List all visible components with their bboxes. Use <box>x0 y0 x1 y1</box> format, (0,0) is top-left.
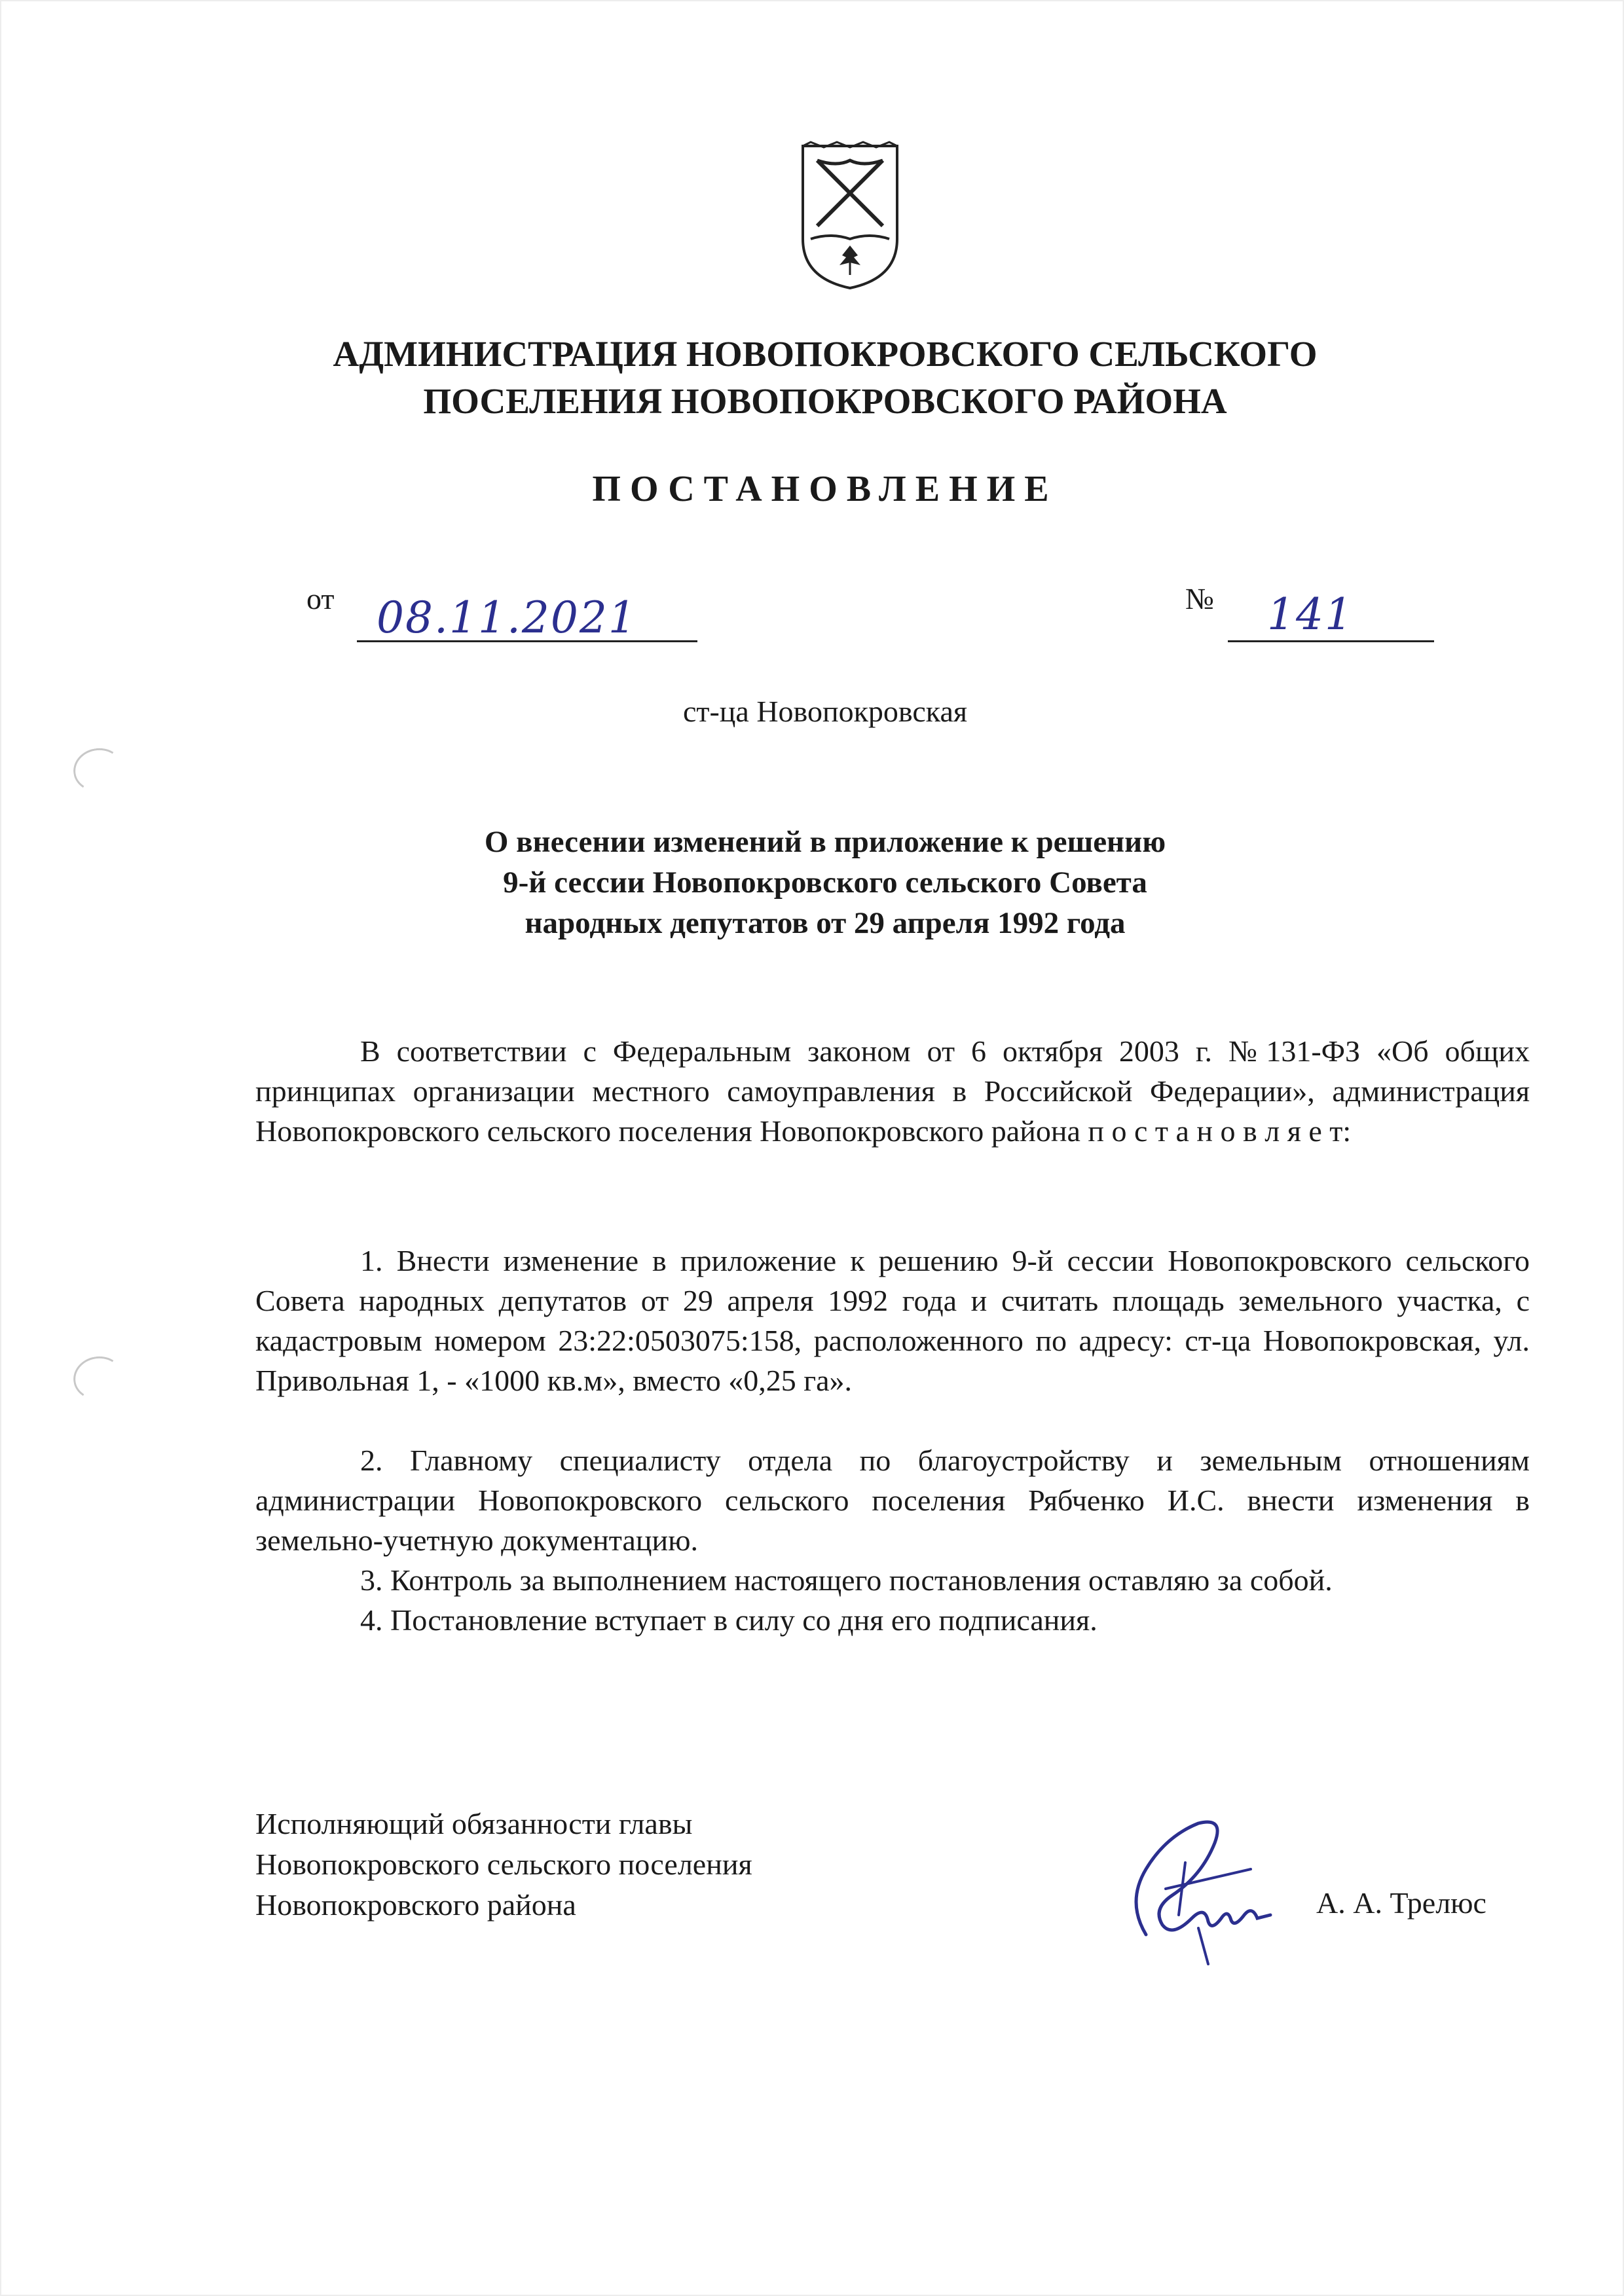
signatory-position <box>255 1804 752 1925</box>
document-type-title: ПОСТАНОВЛЕНИЕ <box>592 469 1058 509</box>
position-line-3: Новопокровского района <box>255 1888 576 1922</box>
coat-of-arms-emblem <box>798 141 902 291</box>
subject-line-3: народных депутатов от 29 апреля 1992 года <box>525 906 1126 940</box>
place-of-issue: ст-ца Новопокровская <box>682 695 968 728</box>
position-line-1: Исполняющий обязанности главы <box>255 1807 693 1840</box>
subject-line-2: 9-й сессии Новопокровского сельского Совета <box>503 866 1147 900</box>
decree-item-2: 2. Главному специалисту отдела по благоустройству и земельным отношениям администрации Новопокровского сельского поселения Рябченко И.С. внести изменения в земельно-учетную документацию. <box>255 1444 1530 1557</box>
position-line-2: Новопокровского сельского поселения <box>255 1848 752 1881</box>
organization-header <box>262 331 1388 425</box>
decree-item-4: 4. Постановление вступает в силу со дня его подписания. <box>360 1603 1098 1637</box>
number-underline <box>1228 640 1434 642</box>
signatory-name: А. А. Трелюс <box>1316 1886 1486 1920</box>
preamble-decree: п о с т а н о в л я е т: <box>1088 1114 1352 1148</box>
number-value-handwritten: 141 <box>1267 589 1354 640</box>
handwritten-signature <box>1100 1797 1297 1974</box>
number-prefix: № <box>1185 582 1214 615</box>
decree-item-3: 3. Контроль за выполнением настоящего постановления оставляю за собой. <box>360 1563 1333 1597</box>
preamble-paragraph <box>255 1031 1530 1151</box>
decree-item-1: 1. Внести изменение в приложение к решению 9-й сессии Новопокровского сельского Совета народных депутатов от 29 апреля 1992 года и считать площадь земельного участка, с кадастровым номером 23:22:0503075:158, расположенного по адресу: ст-ца Новопокровская, ул. Привольная 1, - «1000 кв.м», вместо «0,25 га». <box>255 1244 1530 1397</box>
document-subject <box>262 822 1388 943</box>
preamble-text: В соответствии с Федеральным законом от 6 октября 2003 г. №131-ФЗ «Об общих принципах организации местного самоуправления в Российской Федерации», администрация Новопокровского сельского поселения Новопокровского района <box>255 1034 1530 1148</box>
header-line-2: ПОСЕЛЕНИЯ НОВОПОКРОВСКОГО РАЙОНА <box>423 381 1227 421</box>
date-value-handwritten: 08.11.2021 <box>377 592 637 643</box>
date-prefix: от <box>306 582 335 615</box>
subject-line-1: О внесении изменений в приложение к решению <box>484 825 1166 859</box>
header-line-1: АДМИНИСТРАЦИЯ НОВОПОКРОВСКОГО СЕЛЬСКОГО <box>333 334 1318 374</box>
